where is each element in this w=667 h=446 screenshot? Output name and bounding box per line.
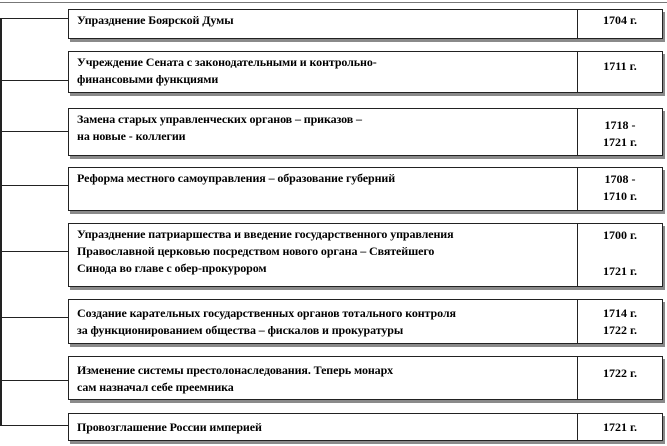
reform-text: Создание карательных государственных органов тотального контроля за функционированием общества – фискалов и прокуратуры [77,306,456,337]
connector-7 [0,380,68,381]
reform-year: 1714 г. 1722 г. [602,306,638,337]
connector-5 [0,251,68,252]
reform-year: 1711 г. [603,59,637,73]
connector-1 [0,18,68,19]
reform-year: 1721 г. [602,420,638,434]
top-rule [0,2,667,3]
reform-text: Замена старых управленческих органов – приказов – на новые - коллегии [77,112,362,143]
reform-row [68,9,663,39]
reform-row [68,51,663,93]
reform-row [68,299,663,344]
connector-6 [0,317,68,318]
connector-8 [0,425,68,426]
reform-year: 1722 г. [602,366,638,380]
connector-4 [0,185,68,186]
reform-text: Реформа местного самоуправления – образование губерний [77,171,396,185]
reform-year: 1700 г. 1721 г. [602,228,638,278]
reform-year: 1704 г. [602,13,638,27]
connector-3 [0,131,68,132]
reform-row [68,108,663,156]
reform-year: 1718 - 1721 г. [602,118,638,149]
reform-year: 1708 - 1710 г. [602,172,638,203]
reform-text: Упразднение Боярской Думы [77,13,234,27]
reform-row [68,223,663,287]
reform-row [68,167,663,211]
reform-text: Провозглашение России империей [77,420,262,434]
reform-text: Учреждение Сената с законодательными и контрольно- финансовыми функциями [77,55,377,86]
reform-text: Изменение системы престолонаследования. Теперь монарх сам назначал себе преемника [77,363,394,394]
reform-text: Упразднение патриаршества и введение государственного управления Православной церковью посредством нового органа – Святейшего Синода во главе с обер-прокурором [77,227,454,275]
reform-row [68,413,663,441]
connector-2 [0,80,68,81]
reform-row [68,356,663,400]
